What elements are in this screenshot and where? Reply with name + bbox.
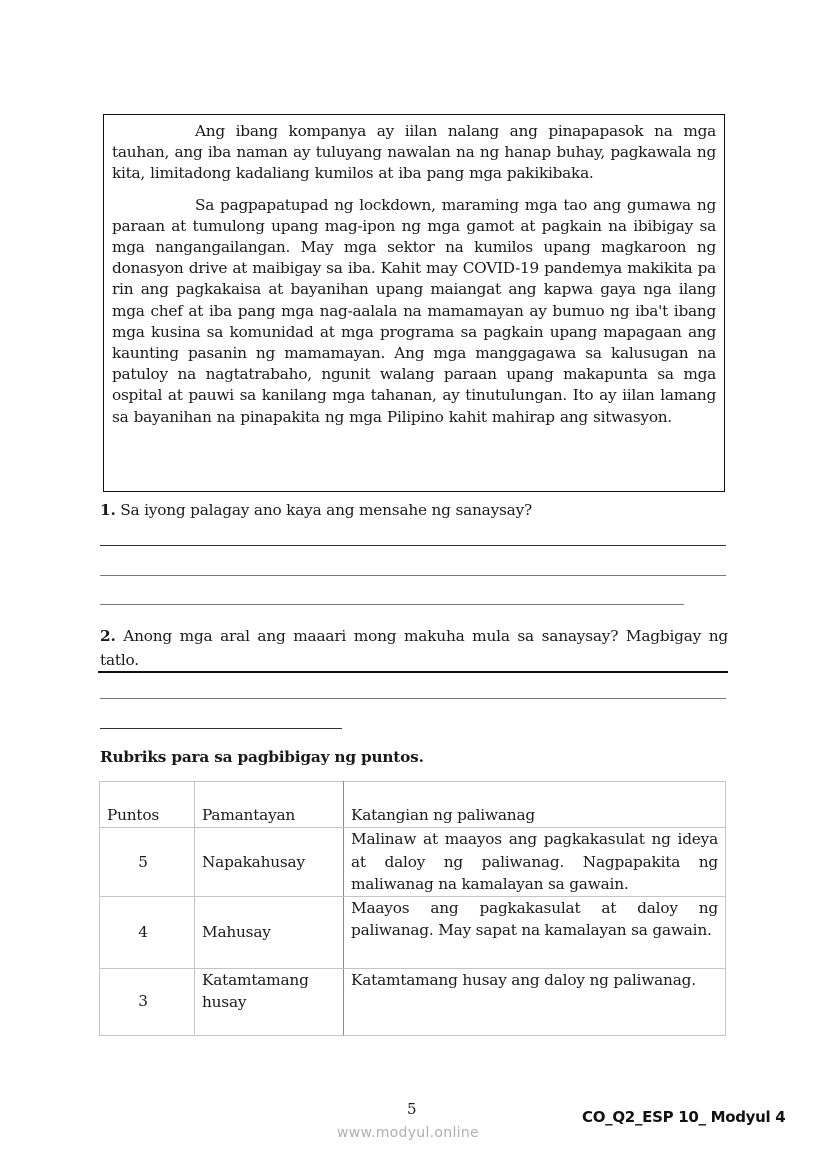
rubric-table (99, 781, 726, 1036)
answer-line-1a[interactable] (100, 545, 726, 546)
question-1-text: Sa iyong palagay ano kaya ang mensahe ng sanaysay? (120, 501, 533, 519)
essay-paragraph-1: Ang ibang kompanya ay iilan nalang ang pinapapasok na mga tauhan, ang iba naman ay tuluyang nawalan na ng hanap buhay, pagkawala ng kita, limitadong kadaliang kumilos at iba pang mga pakikibaka. (112, 122, 716, 183)
page-number: 5 (407, 1100, 417, 1118)
answer-line-1c[interactable] (100, 604, 684, 605)
rubric-row (100, 968, 726, 1035)
question-1 (100, 498, 728, 522)
question-1-number: 1. (100, 501, 116, 519)
row-points: 4 (100, 896, 195, 968)
question-2-text: Anong mga aral ang maaari mong makuha mula sa sanaysay? Magbigay ng tatlo. (100, 627, 728, 669)
answer-line-1b[interactable] (100, 575, 726, 576)
rubric-header-row (100, 782, 726, 828)
answer-line-2a[interactable] (98, 671, 728, 673)
answer-line-2c[interactable] (100, 728, 342, 729)
rubric-row (100, 828, 726, 897)
header-points: Puntos (100, 782, 195, 828)
answer-line-2b[interactable] (100, 698, 726, 699)
question-2 (100, 624, 728, 672)
row-points: 3 (100, 968, 195, 1035)
question-2-number: 2. (100, 627, 116, 645)
rubric-row (100, 896, 726, 968)
row-description: Maayos ang pagkakasulat at daloy ng paliwanag. May sapat na kamalayan sa gawain. (344, 896, 726, 968)
rubric-title: Rubriks para sa pagbibigay ng puntos. (100, 748, 424, 766)
essay-box (103, 114, 725, 492)
row-description: Katamtamang husay ang daloy ng paliwanag. (344, 968, 726, 1035)
row-description: Malinaw at maayos ang pagkakasulat ng ideya at daloy ng paliwanag. Nagpapakita ng maliwanag na kamalayan sa gawain. (344, 828, 726, 897)
row-points: 5 (100, 828, 195, 897)
document-code: CO_Q2_ESP 10_ Modyul 4 (582, 1108, 786, 1126)
row-criterion: Katamtamang husay (195, 968, 344, 1035)
row-criterion: Napakahusay (195, 828, 344, 897)
watermark: www.modyul.online (337, 1125, 479, 1141)
essay-paragraph-2: Sa pagpapatupad ng lockdown, maraming mga tao ang gumawa ng paraan at tumulong upang mag-ipon ng mga gamot at pagkain na ibibigay sa mga nangangailangan. May mga sektor na kumilos upang magkaroon ng donasyon drive at maibigay sa iba. Kahit may COVID-19 pandemya makikita pa rin ang pagkakaisa at bayanihan upang maiangat ang kapwa gaya nga ilang mga chef at iba pang mga nag-aalala na mamamayan ay bumuo ng iba't ibang mga kusina sa komunidad at mga programa sa pagkain upang mapagaan ang kaunting pasanin ng mamamayan. Ang mga manggagawa sa kalusugan na patuloy na nagtatrabaho, ngunit walang paraan upang makapunta sa mga ospital at pauwi sa kanilang mga tahanan, ay tinutulungan. Ito ay iilan lamang sa bayanihan na pinapakita ng mga Pilipino kahit mahirap ang sitwasyon. (112, 195, 716, 426)
header-criterion: Pamantayan (195, 782, 344, 828)
header-description: Katangian ng paliwanag (344, 782, 726, 828)
row-criterion: Mahusay (195, 896, 344, 968)
